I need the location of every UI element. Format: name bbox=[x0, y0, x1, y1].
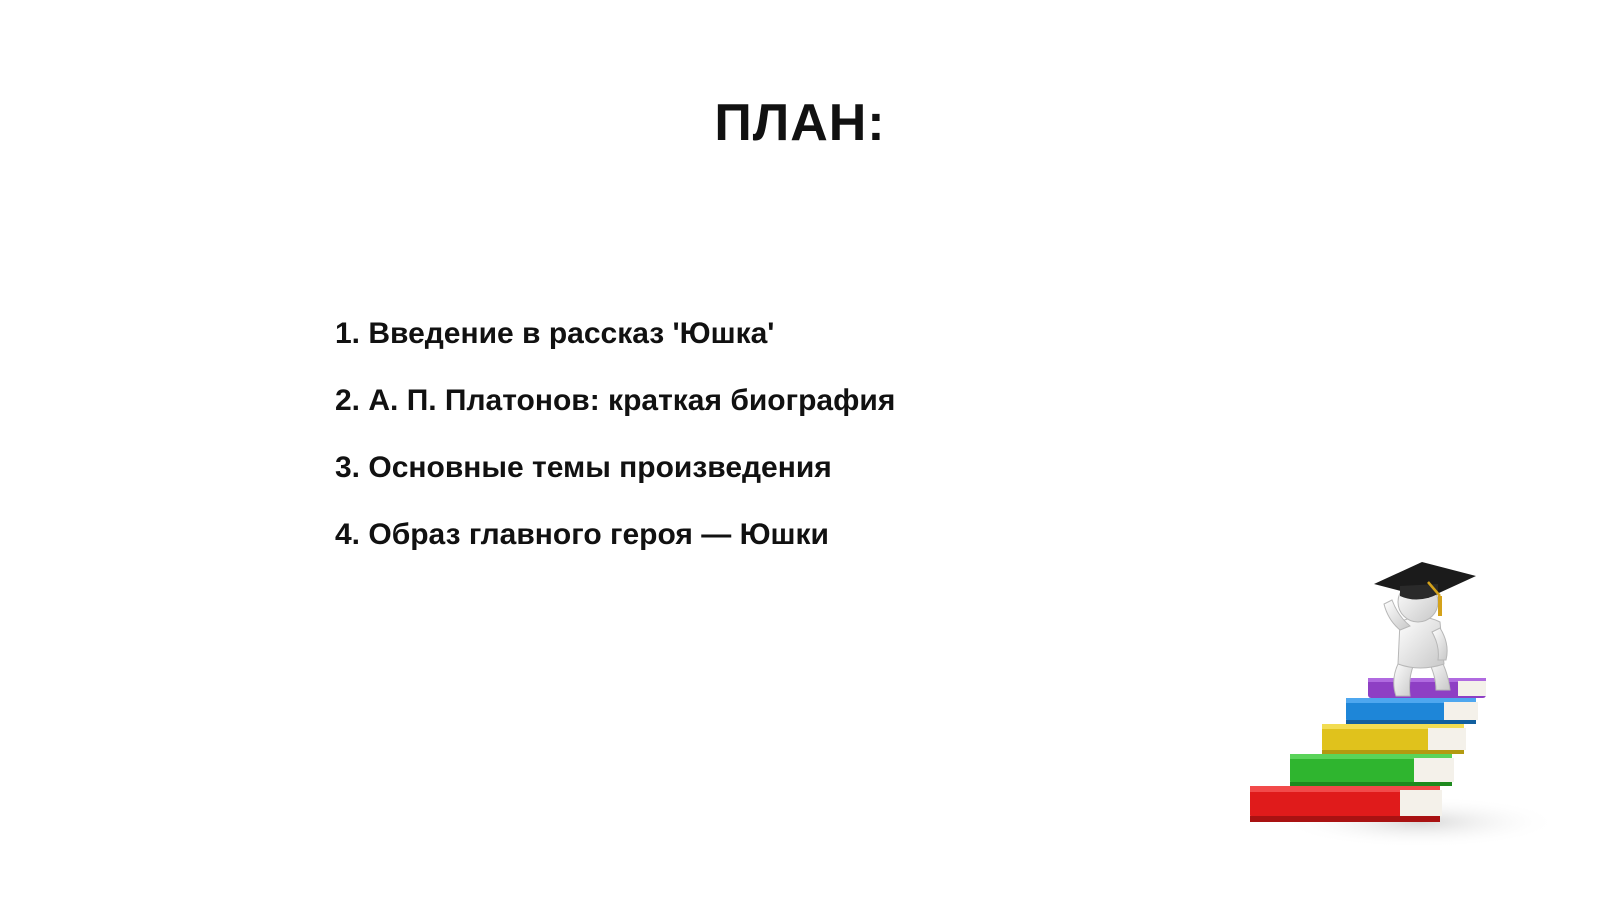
graduate-on-books-icon bbox=[1250, 560, 1550, 860]
book-green bbox=[1290, 754, 1454, 786]
slide-title: ПЛАН: bbox=[714, 94, 886, 152]
plan-item-3: 3. Основные темы произведения bbox=[335, 451, 832, 484]
plan-list bbox=[335, 312, 895, 580]
book-blue bbox=[1346, 698, 1478, 724]
plan-item-2: 2. А. П. Платонов: краткая биография bbox=[335, 384, 896, 417]
book-purple bbox=[1368, 678, 1486, 698]
book-red bbox=[1250, 786, 1442, 822]
book-yellow bbox=[1322, 724, 1466, 754]
plan-item-4: 4. Образ главного героя — Юшки bbox=[335, 518, 829, 551]
plan-item-1: 1. Введение в рассказ 'Юшка' bbox=[335, 317, 775, 350]
